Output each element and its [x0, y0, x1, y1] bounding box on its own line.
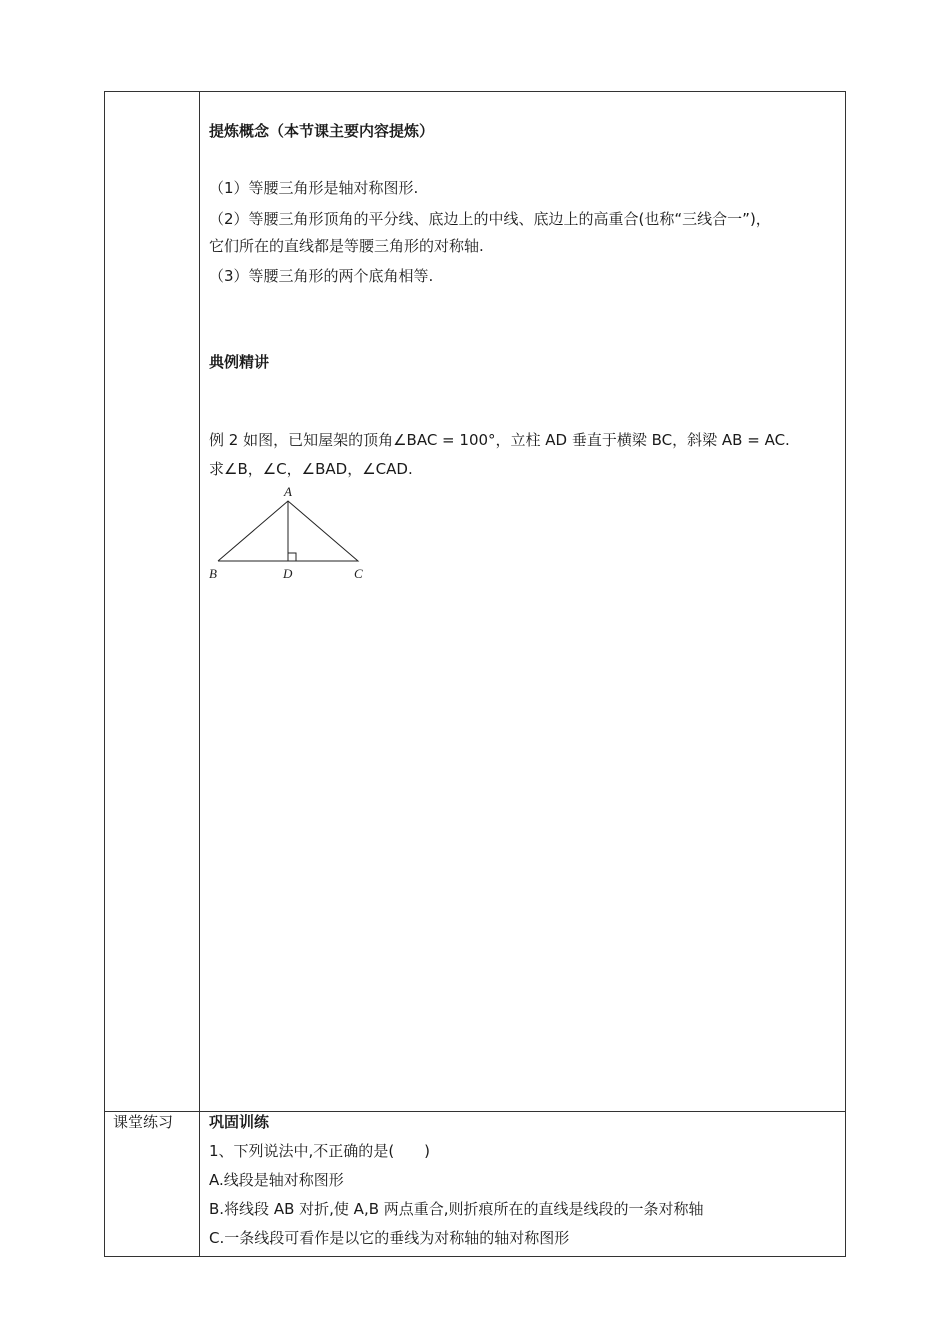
concept-item-3: （3）等腰三角形的两个底角相等.	[209, 267, 434, 285]
concept-heading: 提炼概念（本节课主要内容提炼）	[209, 122, 435, 140]
practice-option-b: B.将线段 AB 对折,使 A,B 两点重合,则折痕所在的直线是线段的一条对称轴	[209, 1200, 704, 1218]
practice-question-1: 1、下列说法中,不正确的是( )	[209, 1142, 431, 1160]
concept-item-2-line-1: （2）等腰三角形顶角的平分线、底边上的中线、底边上的高重合(也称“三线合一”)，	[209, 210, 771, 228]
label-d: D	[283, 566, 293, 581]
practice-option-c: C.一条线段可看作是以它的垂线为对称轴的轴对称图形	[209, 1229, 570, 1247]
concept-item-1: （1）等腰三角形是轴对称图形.	[209, 179, 419, 197]
practice-option-a: A.线段是轴对称图形	[209, 1171, 344, 1189]
label-c: C	[354, 566, 363, 581]
label-b: B	[209, 566, 217, 581]
concept-item-2-line-2: 它们所在的直线都是等腰三角形的对称轴.	[209, 237, 484, 255]
example-line-2: 求∠B，∠C，∠BAD，∠CAD.	[209, 460, 413, 478]
practice-row-label: 课堂练习	[113, 1113, 174, 1131]
right-angle-mark	[288, 553, 296, 561]
label-a: A	[284, 484, 292, 499]
column-divider	[199, 92, 200, 1256]
example-line-1: 例 2 如图，已知屋架的顶角∠BAC = 100°，立柱 AD 垂直于横梁 BC，斜梁 AB = AC.	[209, 431, 790, 449]
example-heading: 典例精讲	[209, 353, 270, 371]
practice-heading: 巩固训练	[209, 1113, 270, 1131]
triangle-figure	[204, 483, 379, 583]
